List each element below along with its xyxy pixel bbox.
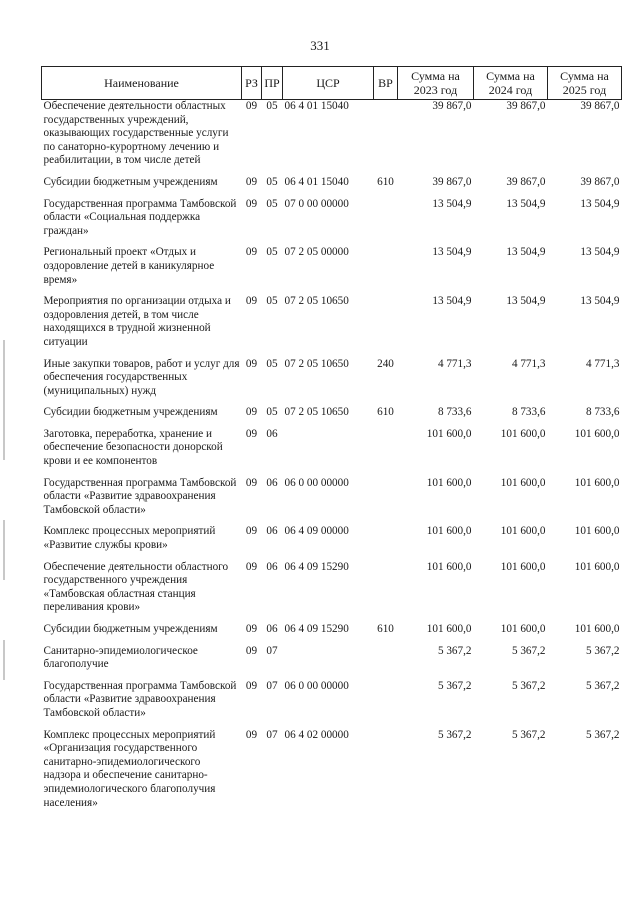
row-pr-cell: 05	[266, 406, 278, 419]
row-pr-cell: 06	[266, 427, 278, 440]
row-pr-cell: 07	[266, 644, 278, 657]
row-rz-cell: 09	[245, 427, 258, 440]
row-vr-cell	[374, 729, 398, 819]
table-row	[42, 358, 622, 407]
row-csr-cell: 07 2 05 00000	[284, 246, 349, 259]
row-csr-cell: 07 0 00 00000	[284, 197, 349, 210]
row-rz-cell: 09	[245, 644, 258, 657]
row-sum-2024-cell: 39 867,0	[506, 175, 546, 188]
page-number: 331	[310, 38, 330, 53]
row-vr-cell: 610	[377, 406, 394, 419]
header-sum-2025: Сумма на 2025 год	[548, 67, 622, 100]
row-sum-2025-cell: 39 867,0	[580, 100, 620, 112]
row-sum-2024-cell: 4 771,3	[511, 357, 546, 370]
row-sum-2024-cell: 101 600,0	[500, 623, 546, 635]
row-sum-2025-cell: 5 367,2	[585, 679, 620, 692]
table-row	[42, 645, 622, 680]
row-csr-cell: 07 2 05 10650	[284, 357, 349, 370]
row-name-cell: Обеспечение деятельности областных государственных учреждений, оказывающих государственные услуги по санаторно-курортному лечению и реабилитации, в том числе детей	[43, 100, 229, 167]
row-csr-cell	[283, 645, 374, 680]
header-name: Наименование	[42, 67, 242, 100]
row-vr-cell	[374, 525, 398, 560]
row-rz-cell: 09	[245, 560, 258, 573]
row-sum-2024-cell: 8 733,6	[511, 406, 546, 419]
row-vr-cell: 610	[377, 623, 394, 635]
row-pr-cell: 05	[266, 175, 278, 188]
header-pr: ПР	[262, 67, 283, 100]
table-row	[42, 246, 622, 295]
row-sum-2025-cell: 101 600,0	[574, 427, 620, 440]
row-rz-cell: 09	[245, 100, 258, 112]
row-sum-2024-cell: 13 504,9	[506, 197, 546, 210]
table-row	[42, 623, 622, 645]
row-rz-cell: 09	[245, 679, 258, 692]
row-sum-2025-cell: 13 504,9	[580, 295, 620, 308]
row-name-cell: Обеспечение деятельности областного государственного учреждения «Тамбовская областная станция переливания крови»	[43, 560, 229, 614]
row-sum-2025-cell: 101 600,0	[574, 525, 620, 538]
row-vr-cell	[374, 561, 398, 623]
row-pr-cell: 05	[266, 357, 278, 370]
row-sum-2023-cell: 4 771,3	[437, 357, 472, 370]
header-rz: РЗ	[242, 67, 262, 100]
row-sum-2025-cell: 101 600,0	[574, 560, 620, 573]
row-vr-cell	[374, 100, 398, 176]
row-rz-cell: 09	[245, 728, 258, 741]
row-sum-2023-cell: 13 504,9	[432, 246, 472, 259]
row-vr-cell	[374, 680, 398, 729]
row-rz-cell: 09	[245, 476, 258, 489]
row-name-cell: Региональный проект «Отдых и оздоровление детей в каникулярное время»	[43, 246, 215, 286]
row-name-cell: Комплекс процессных мероприятий «Организация государственного санитарно-эпидемиологического надзора и обеспечение санитарно-эпидемиологического благополучия населения»	[43, 728, 216, 809]
header-sum-2023: Сумма на 2023 год	[398, 67, 474, 100]
row-vr-cell	[374, 477, 398, 526]
row-csr-cell: 07 2 05 10650	[284, 295, 349, 308]
row-csr-cell: 06 4 09 15290	[284, 560, 349, 573]
row-vr-cell: 610	[377, 175, 394, 188]
row-sum-2024-cell: 101 600,0	[500, 525, 546, 538]
row-sum-2024-cell: 13 504,9	[506, 295, 546, 308]
table-row	[42, 406, 622, 428]
row-sum-2024-cell: 101 600,0	[500, 476, 546, 489]
header-vr: ВР	[374, 67, 398, 100]
row-pr-cell: 05	[266, 100, 278, 112]
row-pr-cell: 06	[266, 560, 278, 573]
row-rz-cell: 09	[245, 246, 258, 259]
row-sum-2023-cell: 101 600,0	[426, 560, 472, 573]
budget-table	[41, 66, 622, 818]
row-sum-2024-cell: 5 367,2	[511, 644, 546, 657]
row-name-cell: Субсидии бюджетным учреждениям	[43, 406, 218, 419]
table-row	[42, 100, 622, 176]
row-pr-cell: 06	[266, 623, 278, 635]
header-row	[42, 67, 622, 100]
row-sum-2025-cell: 8 733,6	[585, 406, 620, 419]
table-row	[42, 525, 622, 560]
row-sum-2023-cell: 101 600,0	[426, 427, 472, 440]
row-csr-cell: 06 4 01 15040	[284, 175, 349, 188]
row-sum-2025-cell: 13 504,9	[580, 246, 620, 259]
table-row	[42, 176, 622, 198]
row-csr-cell: 06 4 09 00000	[284, 525, 349, 538]
table-row	[42, 729, 622, 819]
row-name-cell: Субсидии бюджетным учреждениям	[43, 623, 218, 635]
row-sum-2024-cell: 13 504,9	[506, 246, 546, 259]
row-csr-cell: 07 2 05 10650	[284, 406, 349, 419]
row-name-cell: Комплекс процессных мероприятий «Развитие службы крови»	[43, 525, 216, 552]
table-header	[42, 67, 622, 100]
row-vr-cell	[374, 198, 398, 247]
row-pr-cell: 05	[266, 246, 278, 259]
row-rz-cell: 09	[245, 295, 258, 308]
row-pr-cell: 07	[266, 679, 278, 692]
row-csr-cell: 06 4 01 15040	[284, 100, 349, 112]
row-pr-cell: 07	[266, 728, 278, 741]
row-rz-cell: 09	[245, 525, 258, 538]
row-sum-2023-cell: 5 367,2	[437, 728, 472, 741]
row-pr-cell: 06	[266, 525, 278, 538]
row-csr-cell: 06 4 09 15290	[284, 623, 349, 635]
row-sum-2023-cell: 5 367,2	[437, 679, 472, 692]
header-sum-2024: Сумма на 2024 год	[474, 67, 548, 100]
row-name-cell: Заготовка, переработка, хранение и обеспечение безопасности донорской крови и ее компонентов	[43, 427, 223, 468]
row-rz-cell: 09	[245, 406, 258, 419]
row-vr-cell	[374, 295, 398, 357]
row-name-cell: Мероприятия по организации отдыха и оздоровления детей, в том числе находящихся в трудной жизненной ситуации	[43, 295, 231, 348]
table-body	[42, 100, 622, 819]
row-sum-2023-cell: 13 504,9	[432, 295, 472, 308]
binding-edge-mark	[3, 520, 5, 580]
table-row	[42, 561, 622, 623]
row-sum-2023-cell: 5 367,2	[437, 644, 472, 657]
row-pr-cell: 05	[266, 197, 278, 210]
row-sum-2024-cell: 101 600,0	[500, 560, 546, 573]
row-sum-2025-cell: 13 504,9	[580, 197, 620, 210]
row-sum-2023-cell: 39 867,0	[432, 175, 472, 188]
row-vr-cell	[374, 246, 398, 295]
row-sum-2024-cell: 39 867,0	[506, 100, 546, 112]
row-csr-cell	[283, 428, 374, 477]
row-sum-2024-cell: 101 600,0	[500, 427, 546, 440]
row-pr-cell: 05	[266, 295, 278, 308]
binding-edge-mark	[3, 340, 5, 460]
row-sum-2025-cell: 101 600,0	[574, 623, 620, 635]
row-name-cell: Санитарно-эпидемиологическое благополучие	[43, 644, 198, 671]
row-sum-2025-cell: 4 771,3	[585, 357, 620, 370]
table-row	[42, 295, 622, 357]
row-name-cell: Субсидии бюджетным учреждениям	[43, 175, 218, 188]
row-sum-2023-cell: 8 733,6	[437, 406, 472, 419]
header-csr: ЦСР	[283, 67, 374, 100]
table-row	[42, 198, 622, 247]
binding-edge-mark	[3, 640, 5, 680]
row-name-cell: Государственная программа Тамбовской области «Социальная поддержка граждан»	[43, 197, 237, 237]
row-sum-2023-cell: 39 867,0	[432, 100, 472, 112]
row-sum-2025-cell: 39 867,0	[580, 175, 620, 188]
row-sum-2024-cell: 5 367,2	[511, 728, 546, 741]
row-sum-2023-cell: 101 600,0	[426, 476, 472, 489]
row-csr-cell: 06 0 00 00000	[284, 679, 349, 692]
row-name-cell: Иные закупки товаров, работ и услуг для обеспечения государственных (муниципальных) нужд	[43, 357, 240, 397]
table-row	[42, 680, 622, 729]
row-vr-cell	[374, 645, 398, 680]
row-sum-2023-cell: 13 504,9	[432, 197, 472, 210]
row-rz-cell: 09	[245, 197, 258, 210]
row-name-cell: Государственная программа Тамбовской области «Развитие здравоохранения Тамбовской области»	[43, 476, 237, 516]
row-sum-2025-cell: 5 367,2	[585, 728, 620, 741]
row-name-cell: Государственная программа Тамбовской области «Развитие здравоохранения Тамбовской области»	[43, 679, 237, 719]
table-row	[42, 428, 622, 477]
row-vr-cell: 240	[377, 357, 394, 370]
row-sum-2024-cell: 5 367,2	[511, 679, 546, 692]
row-sum-2025-cell: 101 600,0	[574, 476, 620, 489]
row-rz-cell: 09	[245, 623, 258, 635]
row-csr-cell: 06 4 02 00000	[284, 728, 349, 741]
row-rz-cell: 09	[245, 357, 258, 370]
row-sum-2025-cell: 5 367,2	[585, 644, 620, 657]
row-sum-2023-cell: 101 600,0	[426, 525, 472, 538]
table-row	[42, 477, 622, 526]
row-pr-cell: 06	[266, 476, 278, 489]
row-sum-2023-cell: 101 600,0	[426, 623, 472, 635]
row-csr-cell: 06 0 00 00000	[284, 476, 349, 489]
row-vr-cell	[374, 428, 398, 477]
row-rz-cell: 09	[245, 175, 258, 188]
